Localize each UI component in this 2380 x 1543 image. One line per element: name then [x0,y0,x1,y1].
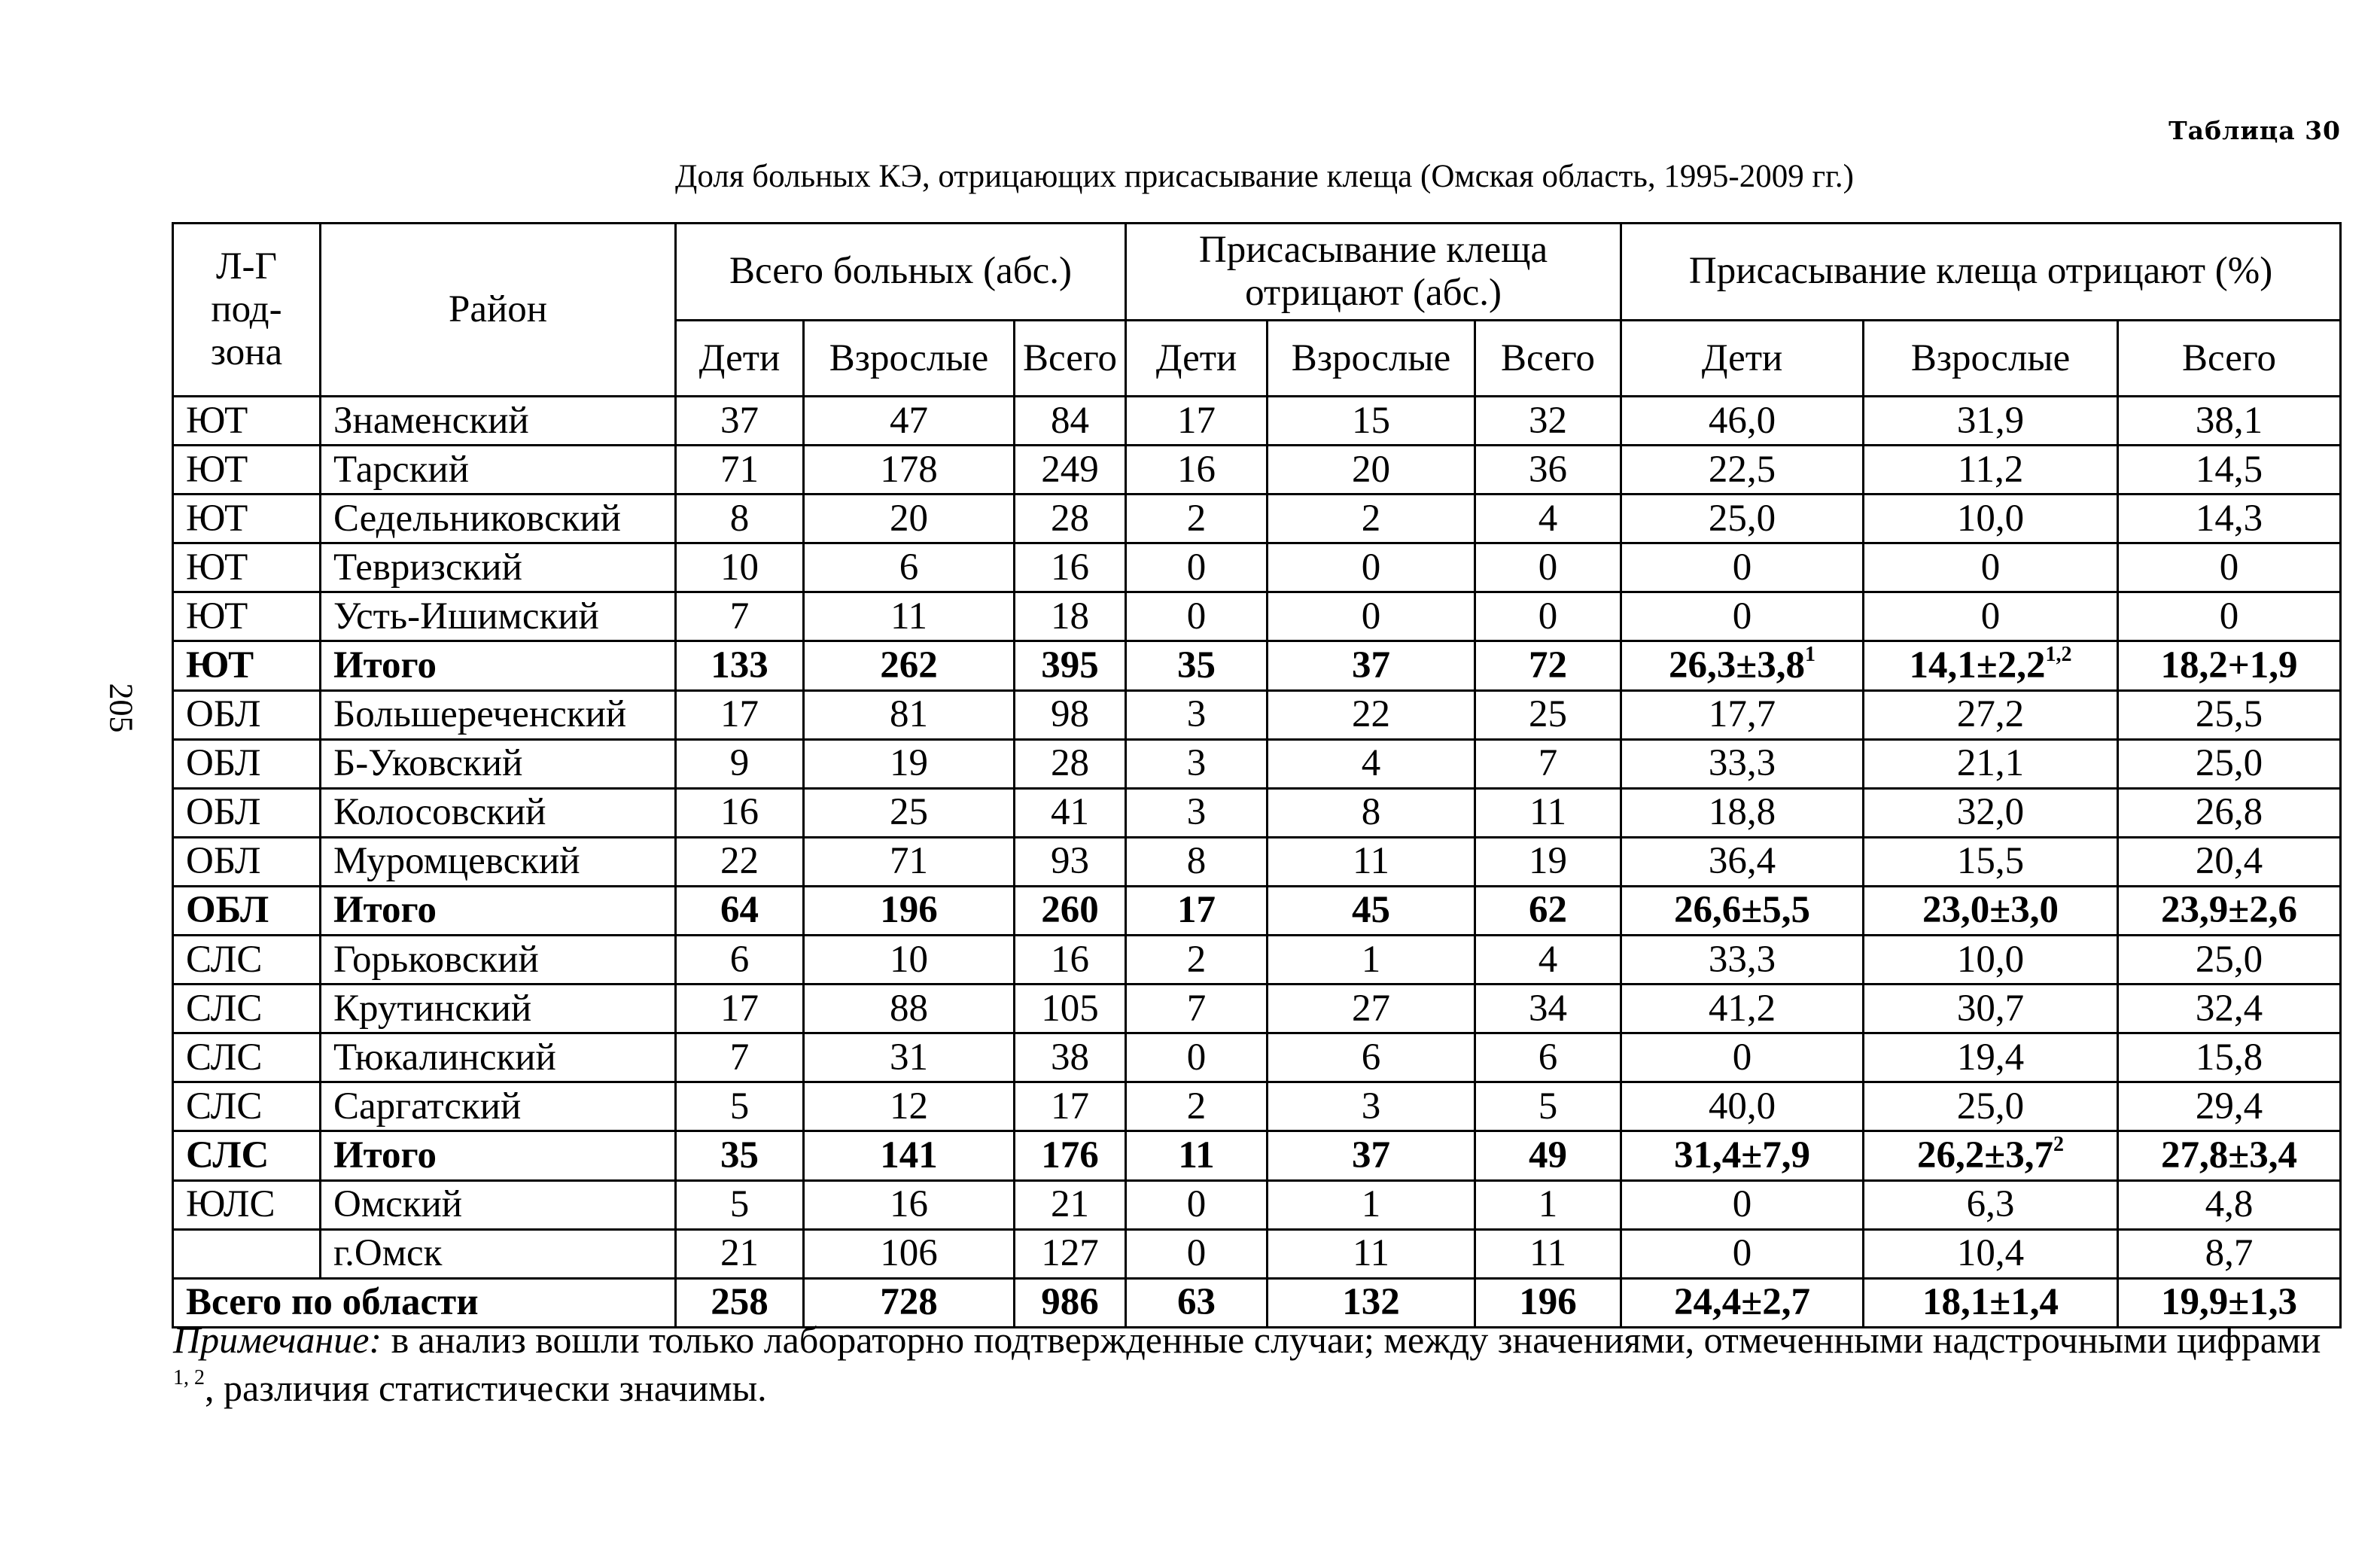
cell-total-adults: 47 [804,397,1015,446]
cell-pct-all: 25,0 [2118,739,2341,788]
cell-zone: СЛС [173,1082,321,1131]
cell-district: Усть-Ишимский [321,592,676,641]
cell-total-all: 176 [1015,1131,1126,1180]
table-row [173,397,2341,446]
cell-pct-children: 22,5 [1621,446,1864,495]
cell-total-all: 93 [1015,837,1126,886]
cell-district: г.Омск [321,1229,676,1278]
cell-pct-adults: 21,1 [1864,739,2118,788]
cell-pct-adults: 30,7 [1864,985,2118,1033]
cell-deny-adults: 132 [1268,1278,1475,1327]
cell-deny-children: 17 [1126,397,1268,446]
header-adults: Взрослые [1268,321,1475,397]
cell-pct-all: 14,3 [2118,495,2341,543]
cell-pct-children: 26,6±5,5 [1621,886,1864,935]
cell-pct-adults: 10,0 [1864,936,2118,985]
cell-total-adults: 178 [804,446,1015,495]
cell-deny-children: 11 [1126,1131,1268,1180]
cell-total-children: 37 [676,397,804,446]
cell-pct-children: 0 [1621,543,1864,592]
cell-total-all: 21 [1015,1180,1126,1229]
cell-zone: ЮТ [173,592,321,641]
table-row [173,1082,2341,1131]
cell-deny-adults: 0 [1268,543,1475,592]
cell-total-adults: 106 [804,1229,1015,1278]
cell-pct-all: 29,4 [2118,1082,2341,1131]
cell-total-adults: 10 [804,936,1015,985]
header-deny-abs: Присасывание клеща отрицают (абс.) [1126,224,1621,321]
cell-deny-adults: 15 [1268,397,1475,446]
table-row [173,739,2341,788]
cell-pct-children: 36,4 [1621,837,1864,886]
cell-zone: ОБЛ [173,837,321,886]
cell-district: Крутинский [321,985,676,1033]
cell-total-all: 17 [1015,1082,1126,1131]
header-adults: Взрослые [1864,321,2118,397]
cell-zone: ОБЛ [173,886,321,935]
cell-deny-children: 2 [1126,495,1268,543]
cell-total-adults: 141 [804,1131,1015,1180]
cell-deny-all: 11 [1475,1229,1621,1278]
cell-pct-children: 0 [1621,1180,1864,1229]
cell-pct-adults: 27,2 [1864,690,2118,739]
table-body [173,397,2341,1328]
header-zone: Л-Г под-зона [173,224,321,397]
cell-pct-all: 14,5 [2118,446,2341,495]
note-text-end: , различия статистически значимы. [205,1367,767,1409]
note-text: в анализ вошли только лабораторно подтвержденные случаи; между значениями, отмеченными надстрочными цифрами [391,1319,2321,1361]
cell-total-children: 17 [676,985,804,1033]
cell-zone: СЛС [173,1033,321,1082]
cell-total-children: 16 [676,788,804,837]
table-row [173,495,2341,543]
page-number: 205 [102,683,140,733]
cell-total-children: 17 [676,690,804,739]
subtotal-row [173,886,2341,935]
cell-total-children: 71 [676,446,804,495]
cell-pct-all: 19,9±1,3 [2118,1278,2341,1327]
cell-deny-adults: 3 [1268,1082,1475,1131]
cell-zone: СЛС [173,1131,321,1180]
cell-deny-adults: 45 [1268,886,1475,935]
cell-total-adults: 6 [804,543,1015,592]
cell-deny-adults: 27 [1268,985,1475,1033]
cell-deny-adults: 2 [1268,495,1475,543]
cell-total-all: 18 [1015,592,1126,641]
cell-deny-adults: 11 [1268,837,1475,886]
cell-total-children: 8 [676,495,804,543]
cell-deny-all: 5 [1475,1082,1621,1131]
subtotal-row [173,641,2341,690]
table-row [173,985,2341,1033]
data-table [172,222,2342,1328]
cell-pct-all: 32,4 [2118,985,2341,1033]
cell-zone: ОБЛ [173,788,321,837]
cell-deny-all: 0 [1475,592,1621,641]
cell-total-adults: 31 [804,1033,1015,1082]
cell-deny-children: 35 [1126,641,1268,690]
cell-deny-all: 36 [1475,446,1621,495]
cell-total-all: 16 [1015,936,1126,985]
cell-district: Тарский [321,446,676,495]
cell-deny-adults: 37 [1268,641,1475,690]
cell-pct-children: 24,4±2,7 [1621,1278,1864,1327]
cell-deny-children: 2 [1126,936,1268,985]
header-total-patients: Всего больных (абс.) [676,224,1126,321]
cell-deny-all: 6 [1475,1033,1621,1082]
cell-zone: СЛС [173,985,321,1033]
cell-pct-all: 15,8 [2118,1033,2341,1082]
cell-deny-adults: 4 [1268,739,1475,788]
cell-pct-all: 4,8 [2118,1180,2341,1229]
cell-pct-adults: $14,1\pm 2,2^{1,2}$ [1864,641,2118,690]
cell-district: Седельниковский [321,495,676,543]
cell-pct-children: 33,3 [1621,936,1864,985]
header-deny-pct: Присасывание клеща отрицают (%) [1621,224,2341,321]
value-superscript: 2 [2053,1132,2065,1156]
cell-total-adults: 12 [804,1082,1015,1131]
cell-zone: ЮТ [173,641,321,690]
cell-district: Горьковский [321,936,676,985]
cell-total-adults: 196 [804,886,1015,935]
cell-deny-all: 34 [1475,985,1621,1033]
cell-total-all: 98 [1015,690,1126,739]
cell-pct-all: 18,2+1,9 [2118,641,2341,690]
cell-pct-adults: 19,4 [1864,1033,2118,1082]
cell-district: Омский [321,1180,676,1229]
cell-district: Итого [321,641,676,690]
cell-total-children: 7 [676,1033,804,1082]
table-row [173,446,2341,495]
cell-pct-children: 18,8 [1621,788,1864,837]
cell-pct-children: 25,0 [1621,495,1864,543]
cell-total-children: 133 [676,641,804,690]
cell-deny-adults: 20 [1268,446,1475,495]
cell-deny-children: 7 [1126,985,1268,1033]
cell-deny-all: 25 [1475,690,1621,739]
cell-pct-children: 41,2 [1621,985,1864,1033]
cell-deny-all: 4 [1475,936,1621,985]
table-row [173,1229,2341,1278]
cell-total-children: 35 [676,1131,804,1180]
cell-pct-all: 8,7 [2118,1229,2341,1278]
cell-total-all: 986 [1015,1278,1126,1327]
cell-deny-adults: 11 [1268,1229,1475,1278]
value-superscript: 1,2 [2045,643,2072,667]
cell-pct-children: 31,4±7,9 [1621,1131,1864,1180]
cell-deny-all: 11 [1475,788,1621,837]
value-superscript: 1 [1805,643,1816,667]
table-row [173,592,2341,641]
table-caption: Доля больных КЭ, отрицающих присасывание клеща (Омская область, 1995-2009 гг.) [675,159,1854,194]
cell-pct-children: 0 [1621,1033,1864,1082]
cell-district: Тюкалинский [321,1033,676,1082]
cell-pct-adults: 10,4 [1864,1229,2118,1278]
cell-pct-all: 0 [2118,592,2341,641]
cell-zone [173,1229,321,1278]
cell-pct-children: 17,7 [1621,690,1864,739]
cell-district: Итого [321,886,676,935]
cell-deny-all: 7 [1475,739,1621,788]
cell-district: Тевризский [321,543,676,592]
cell-deny-all: 1 [1475,1180,1621,1229]
cell-total-all: 28 [1015,739,1126,788]
table-row [173,1180,2341,1229]
cell-pct-all: 0 [2118,543,2341,592]
cell-district: Колосовский [321,788,676,837]
table-row [173,837,2341,886]
cell-deny-all: 32 [1475,397,1621,446]
header-children: Дети [1621,321,1864,397]
header-children: Дети [1126,321,1268,397]
cell-total-children: 22 [676,837,804,886]
cell-deny-adults: 1 [1268,1180,1475,1229]
cell-deny-adults: 22 [1268,690,1475,739]
cell-pct-children: 40,0 [1621,1082,1864,1131]
cell-pct-all: 27,8±3,4 [2118,1131,2341,1180]
cell-deny-adults: 8 [1268,788,1475,837]
cell-pct-adults: 32,0 [1864,788,2118,837]
cell-zone: ЮТ [173,397,321,446]
cell-total-children: 9 [676,739,804,788]
cell-pct-adults: 23,0±3,0 [1864,886,2118,935]
cell-pct-adults: 11,2 [1864,446,2118,495]
cell-district: Большереченский [321,690,676,739]
cell-total-adults: 81 [804,690,1015,739]
cell-total-adults: 25 [804,788,1015,837]
cell-deny-children: 3 [1126,739,1268,788]
cell-pct-adults: 31,9 [1864,397,2118,446]
cell-total-all: 260 [1015,886,1126,935]
cell-deny-children: 3 [1126,788,1268,837]
cell-total-all: 395 [1015,641,1126,690]
cell-total-children: 7 [676,592,804,641]
cell-district: Б-Уковский [321,739,676,788]
cell-deny-children: 16 [1126,446,1268,495]
cell-pct-children: 46,0 [1621,397,1864,446]
cell-total-children: 10 [676,543,804,592]
cell-total-adults: 728 [804,1278,1015,1327]
cell-total-children: 258 [676,1278,804,1327]
cell-zone: ЮЛС [173,1180,321,1229]
cell-deny-children: 0 [1126,1033,1268,1082]
cell-pct-adults: 0 [1864,592,2118,641]
cell-deny-adults: 6 [1268,1033,1475,1082]
cell-deny-children: 0 [1126,1180,1268,1229]
table-row [173,690,2341,739]
cell-district: Саргатский [321,1082,676,1131]
cell-deny-all: 4 [1475,495,1621,543]
cell-zone: ЮТ [173,446,321,495]
table-label: Таблица 30 [2168,116,2341,145]
cell-total-all: 127 [1015,1229,1126,1278]
cell-pct-all: 25,5 [2118,690,2341,739]
cell-total-all: 249 [1015,446,1126,495]
cell-pct-all: 26,8 [2118,788,2341,837]
cell-total-all: 38 [1015,1033,1126,1082]
cell-deny-adults: 0 [1268,592,1475,641]
cell-total-all: 41 [1015,788,1126,837]
cell-deny-all: 196 [1475,1278,1621,1327]
header-children: Дети [676,321,804,397]
cell-deny-adults: 1 [1268,936,1475,985]
cell-pct-adults: 18,1±1,4 [1864,1278,2118,1327]
cell-district: Муромцевский [321,837,676,886]
cell-deny-all: 0 [1475,543,1621,592]
header-total: Всего [1475,321,1621,397]
cell-deny-children: 8 [1126,837,1268,886]
cell-zone: ОБЛ [173,690,321,739]
cell-pct-children: 0 [1621,1229,1864,1278]
cell-total-adults: 19 [804,739,1015,788]
cell-zone: СЛС [173,936,321,985]
cell-pct-all: 38,1 [2118,397,2341,446]
table-row [173,788,2341,837]
cell-deny-children: 0 [1126,1229,1268,1278]
cell-pct-children: $26,3\pm 3,8^1$ [1621,641,1864,690]
table-row [173,1033,2341,1082]
cell-total-children: 21 [676,1229,804,1278]
note-superscript: 1, 2 [173,1366,205,1389]
cell-pct-adults: 10,0 [1864,495,2118,543]
cell-total-children: 6 [676,936,804,985]
cell-pct-all: 23,9±2,6 [2118,886,2341,935]
cell-deny-children: 63 [1126,1278,1268,1327]
cell-pct-adults: 25,0 [1864,1082,2118,1131]
cell-deny-children: 2 [1126,1082,1268,1131]
cell-total-all: 105 [1015,985,1126,1033]
table-row [173,543,2341,592]
cell-pct-adults: 0 [1864,543,2118,592]
cell-total-adults: 88 [804,985,1015,1033]
subtotal-row [173,1131,2341,1180]
cell-total-children: 64 [676,886,804,935]
cell-deny-all: 72 [1475,641,1621,690]
header-district: Район [321,224,676,397]
cell-total-children: 5 [676,1180,804,1229]
grand-total-label: Всего по области [173,1278,676,1327]
cell-pct-children: 33,3 [1621,739,1864,788]
cell-deny-children: 3 [1126,690,1268,739]
cell-deny-children: 17 [1126,886,1268,935]
cell-total-adults: 16 [804,1180,1015,1229]
cell-deny-adults: 37 [1268,1131,1475,1180]
cell-pct-adults: $26,2\pm 3,7^2$ [1864,1131,2118,1180]
cell-pct-all: 25,0 [2118,936,2341,985]
cell-total-adults: 20 [804,495,1015,543]
cell-district: Итого [321,1131,676,1180]
cell-zone: ЮТ [173,495,321,543]
cell-pct-adults: 6,3 [1864,1180,2118,1229]
cell-district: Знаменский [321,397,676,446]
cell-total-adults: 262 [804,641,1015,690]
cell-pct-children: 0 [1621,592,1864,641]
cell-total-adults: 11 [804,592,1015,641]
cell-pct-adults: 15,5 [1864,837,2118,886]
cell-deny-children: 0 [1126,543,1268,592]
header-total: Всего [2118,321,2341,397]
cell-zone: ОБЛ [173,739,321,788]
cell-deny-all: 19 [1475,837,1621,886]
cell-deny-all: 49 [1475,1131,1621,1180]
table-row [173,936,2341,985]
cell-pct-all: 20,4 [2118,837,2341,886]
cell-total-children: 5 [676,1082,804,1131]
header-total: Всего [1015,321,1126,397]
cell-total-all: 84 [1015,397,1126,446]
cell-total-all: 16 [1015,543,1126,592]
cell-total-adults: 71 [804,837,1015,886]
note-label: Примечание: [173,1319,382,1361]
cell-deny-all: 62 [1475,886,1621,935]
cell-deny-children: 0 [1126,592,1268,641]
cell-zone: ЮТ [173,543,321,592]
header-adults: Взрослые [804,321,1015,397]
table-note [173,1316,2341,1412]
cell-total-all: 28 [1015,495,1126,543]
